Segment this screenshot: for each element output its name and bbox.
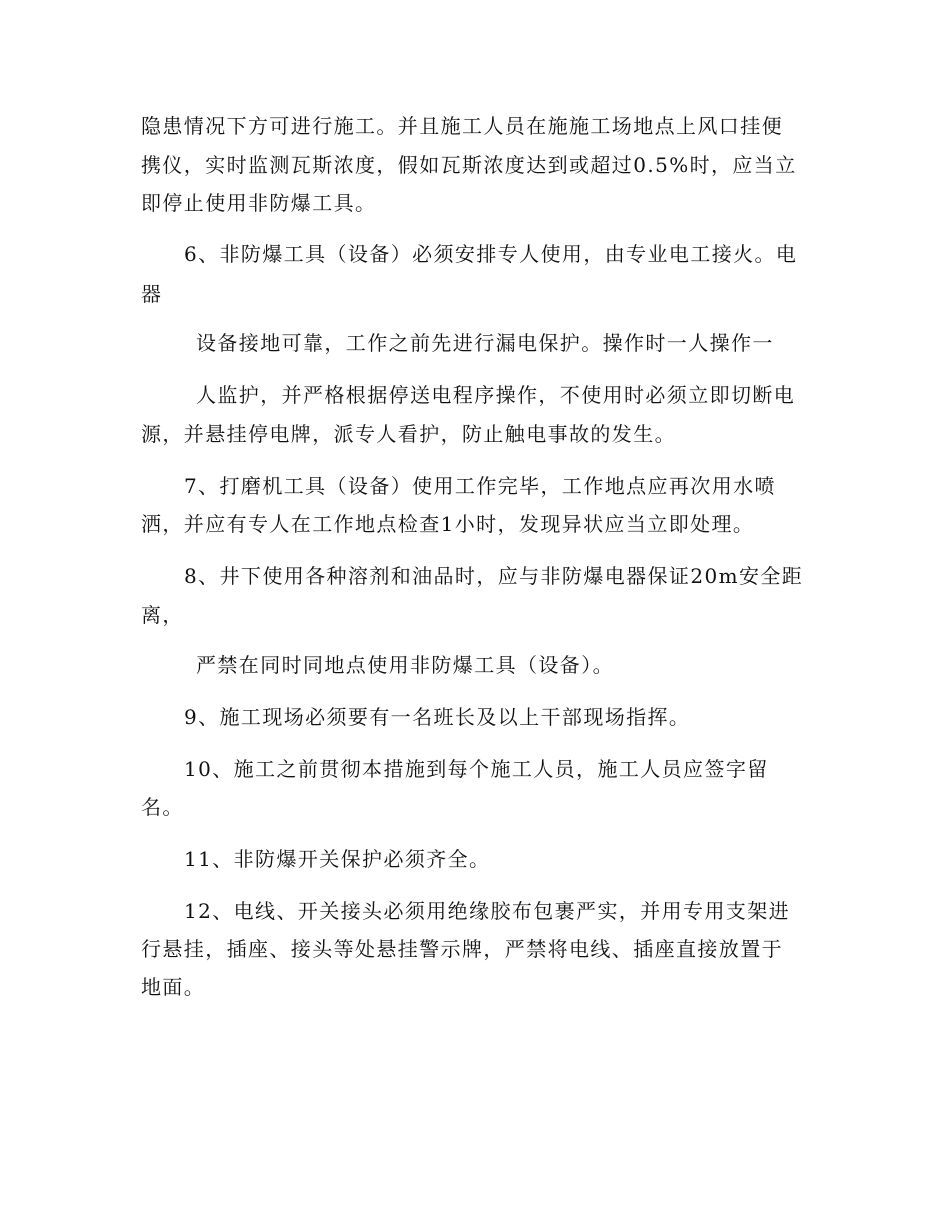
paragraph-10-line: 10、施工之前贯彻本措施到每个施工人员，施工人员应签字留 — [184, 757, 769, 781]
paragraph-8-line: 8、井下使用各种溶剂和油品时，应与非防爆电器保证20m安全距 — [184, 564, 804, 588]
text-line: 源，并悬挂停电牌，派专人看护，防止触电事故的发生。 — [141, 422, 676, 446]
text-line: 隐患情况下方可进行施工。并且施工人员在施施工场地点上风口挂便 — [141, 114, 783, 138]
text-line: 离， — [141, 603, 184, 627]
paragraph-7-line: 7、打磨机工具（设备）使用工作完毕，工作地点应再次用水喷 — [184, 474, 776, 498]
text-line: 器 — [141, 282, 163, 306]
text-line: 人监护，并严格根据停送电程序操作，不使用时必须立即切断电 — [196, 383, 796, 407]
text-line: 严禁在同时同地点使用非防爆工具（设备）。 — [196, 653, 614, 677]
text-line: 地面。 — [141, 975, 206, 999]
text-line: 设备接地可靠，工作之前先进行漏电保护。操作时一人操作一 — [196, 331, 774, 355]
text-line: 即停止使用非防爆工具。 — [141, 191, 377, 215]
text-line: 洒，并应有专人在工作地点检查1小时，发现异状应当立即处理。 — [141, 512, 755, 536]
text-line: 名。 — [141, 795, 184, 819]
paragraph-11-line: 11、非防爆开关保护必须齐全。 — [184, 847, 491, 871]
text-line: 行悬挂，插座、接头等处悬挂警示牌，严禁将电线、插座直接放置于 — [141, 937, 783, 961]
paragraph-9-line: 9、施工现场必须要有一名班长及以上干部现场指挥。 — [184, 705, 691, 729]
paragraph-12-line: 12、电线、开关接头必须用绝缘胶布包裹严实，并用专用支架进 — [184, 899, 791, 923]
paragraph-6-line: 6、非防爆工具（设备）必须安排专人使用，由专业电工接火。电 — [184, 242, 798, 266]
text-line: 携仪，实时监测瓦斯浓度，假如瓦斯浓度达到或超过0.5%时，应当立 — [141, 153, 797, 177]
